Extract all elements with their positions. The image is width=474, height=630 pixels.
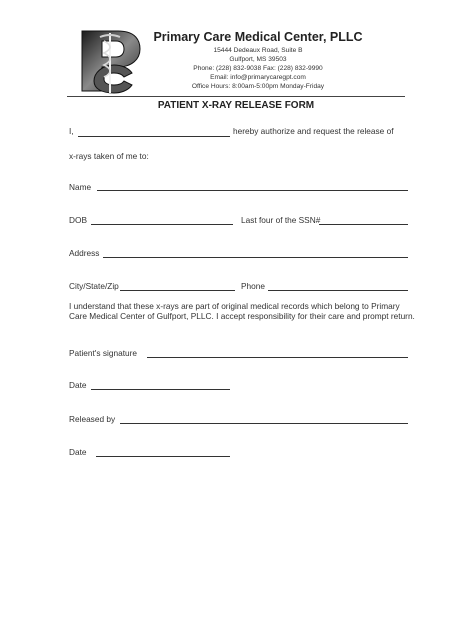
ssn-field[interactable] bbox=[319, 224, 408, 225]
header-divider bbox=[67, 96, 405, 97]
name-label: Name bbox=[69, 182, 92, 192]
office-hours: Office Hours: 8:00am-5:00pm Monday-Friday bbox=[191, 83, 325, 90]
city-state-zip-field[interactable] bbox=[120, 290, 235, 291]
address-line-1: 15444 Dedeaux Road, Suite B bbox=[213, 47, 303, 54]
released-by-field[interactable] bbox=[120, 423, 408, 424]
date-field-2[interactable] bbox=[96, 456, 230, 457]
clinic-logo bbox=[74, 27, 146, 95]
address-line-2: Gulfport, MS 39503 bbox=[229, 56, 287, 63]
organization-name: Primary Care Medical Center, PLLC bbox=[153, 30, 363, 44]
date-label-1: Date bbox=[69, 380, 87, 390]
phone-field[interactable] bbox=[268, 290, 408, 291]
auth-line-2: x-rays taken of me to: bbox=[69, 151, 149, 161]
released-by-label: Released by bbox=[69, 414, 116, 424]
address-label: Address bbox=[69, 248, 100, 258]
phone-label: Phone bbox=[241, 281, 265, 291]
signature-field[interactable] bbox=[147, 357, 408, 358]
dob-label: DOB bbox=[69, 215, 87, 225]
auth-suffix: hereby authorize and request the release of bbox=[233, 126, 394, 136]
ssn-label: Last four of the SSN# bbox=[241, 215, 321, 225]
address-field[interactable] bbox=[103, 257, 408, 258]
patient-name-field[interactable] bbox=[78, 136, 230, 137]
name-field[interactable] bbox=[97, 190, 408, 191]
date-label-2: Date bbox=[69, 447, 87, 457]
phone-fax: Phone: (228) 832-9038 Fax: (228) 832-9990 bbox=[193, 65, 323, 72]
form-title: PATIENT X-RAY RELEASE FORM bbox=[157, 100, 315, 111]
dob-field[interactable] bbox=[91, 224, 233, 225]
date-field-1[interactable] bbox=[91, 389, 230, 390]
responsibility-statement: I understand that these x-rays are part of original medical records which belong to Primary Care Medical Center of Gulfport, PLLC. I accept responsibility for their care and prompt return. bbox=[69, 301, 415, 321]
auth-prefix: I, bbox=[69, 126, 74, 136]
city-state-zip-label: City/State/Zip bbox=[69, 281, 119, 291]
signature-label: Patient's signature bbox=[69, 348, 137, 358]
email: Email: info@primarycaregpt.com bbox=[210, 74, 306, 81]
